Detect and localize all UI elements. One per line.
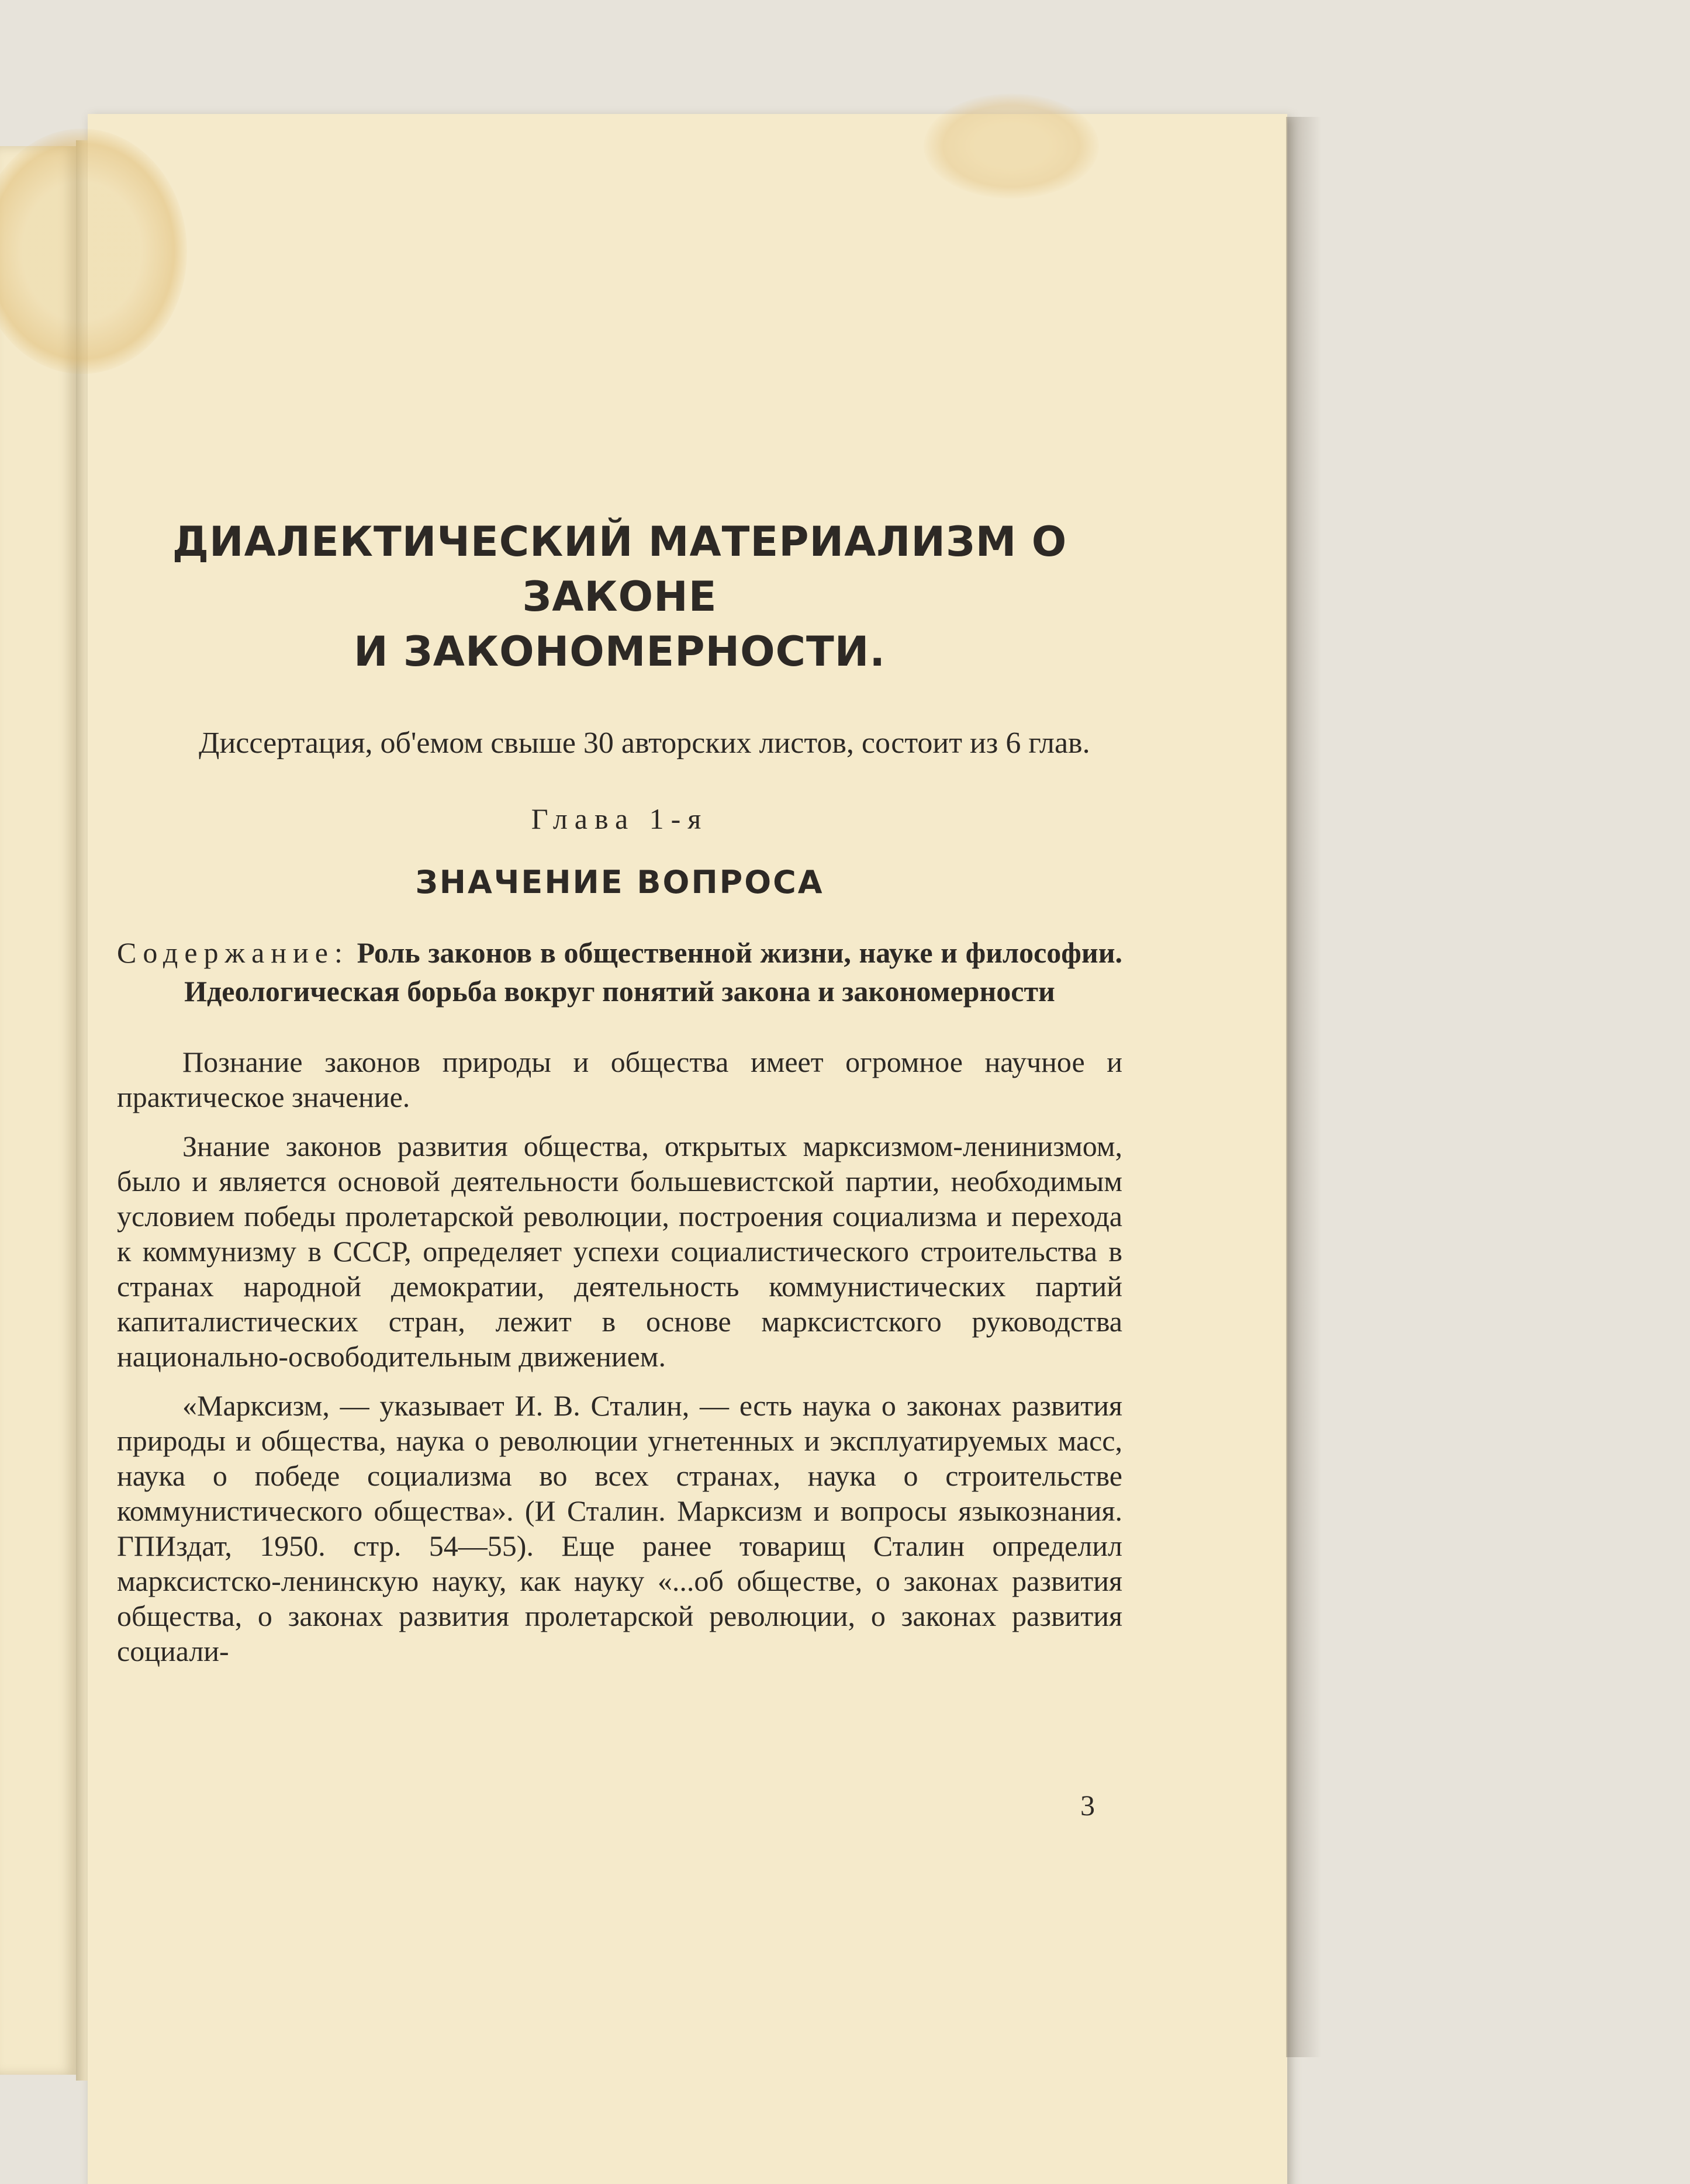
contents-text: Роль законов в общественной жизни, науке и философии. Идеологическая борьба вокруг понятий закона и закономерности bbox=[184, 936, 1123, 1008]
chapter-number: Глава 1-я bbox=[531, 802, 709, 835]
dissertation-title bbox=[117, 514, 1122, 679]
body-paragraph: «Марксизм, — указывает И. В. Сталин, — есть наука о законах развития природы и общества, наука о революции угнетенных и эксплуатируемых масс, наука о победе социализма во всех странах, наука о строительстве коммунистического общества». (И Сталин. Марксизм и вопросы языкознания. ГПИздат, 1950. стр. 54—55). Еще ранее товарищ Сталин определил марксистско-ленинскую науку, как науку «...об обществе, о законах развития общества, о законах развития пролетарской революции, о законах развития социали- bbox=[117, 1389, 1122, 1667]
intro-paragraph: Диссертация, об'емом свыше 30 авторских листов, состоит из 6 глав. bbox=[199, 726, 1090, 760]
contents-label: Содержание: bbox=[117, 936, 349, 969]
chapter-title: ЗНАЧЕНИЕ ВОПРОСА bbox=[415, 864, 824, 901]
page-content bbox=[117, 514, 1122, 1669]
left-page bbox=[0, 146, 76, 2075]
chapter-contents bbox=[117, 933, 1122, 1010]
title-line-1: ДИАЛЕКТИЧЕСКИЙ МАТЕРИАЛИЗМ О ЗАКОНЕ bbox=[172, 518, 1067, 621]
body-paragraph: Познание законов природы и общества имеет огромное научное и практическое значение. bbox=[117, 1046, 1122, 1113]
body-paragraph: Знание законов развития общества, открытых марксизмом-ленинизмом, было и является основой деятельности большевистской партии, необходимым условием победы пролетарской революции, построения социализма и перехода к коммунизму в СССР, определяет успехи социалистического строительства в странах народной демократии, деятельность коммунистических партий капиталистических стран, лежит в основе марксистского руководства национально-освободительным движением. bbox=[117, 1130, 1122, 1373]
page-number: 3 bbox=[1080, 1789, 1095, 1822]
title-line-2: И ЗАКОНОМЕРНОСТИ. bbox=[354, 628, 886, 676]
page-edge-shadow bbox=[1286, 117, 1321, 2057]
